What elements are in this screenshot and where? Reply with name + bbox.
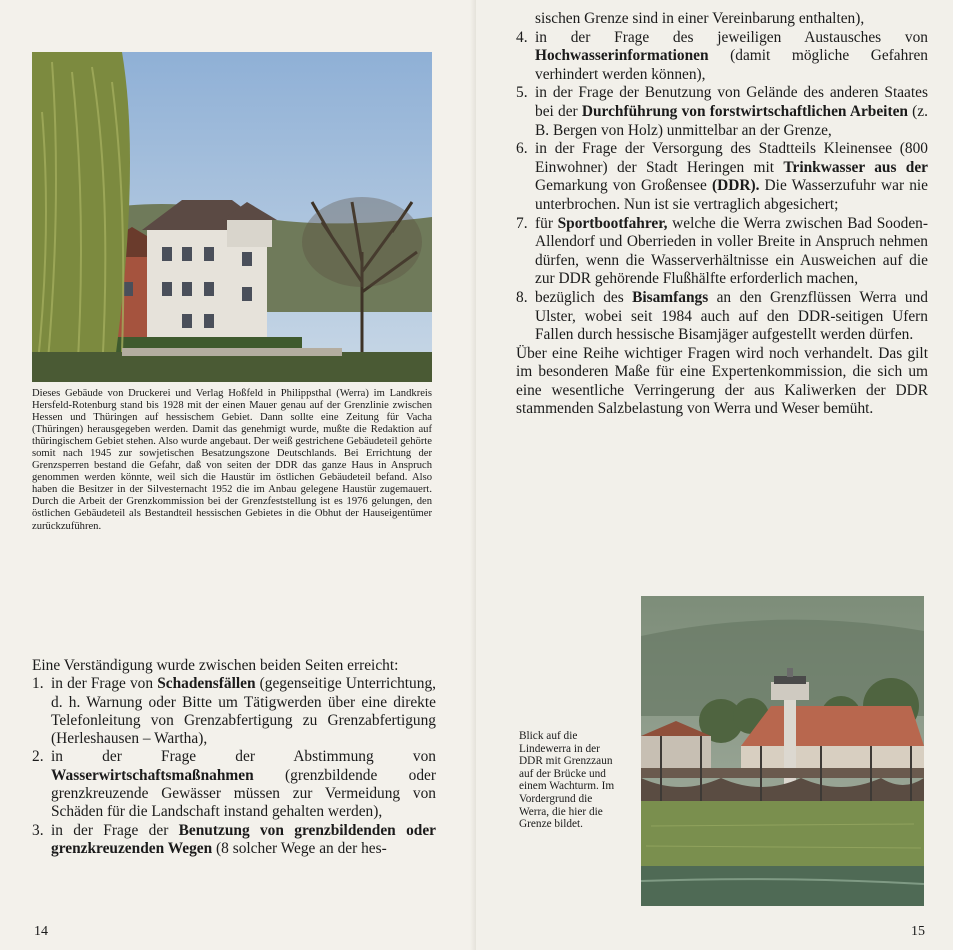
list-item: 4. in der Frage des jeweiligen Austausches von Hochwasserinformationen (damit mögliche Gefahren verhindert werden können), — [516, 28, 928, 83]
list-item: 7. für Sportbootfahrer, welche die Werra zwischen Bad Sooden-Allendorf und Oberrieden in voller Breite in Anspruch nehmen dürfen, wenn die Wasserverhältnisse ein Ausweichen auf die zur DDR gehörende Flußhälfte erforderlich machen, — [516, 214, 929, 288]
border-photo — [641, 596, 924, 906]
right-page — [476, 0, 953, 950]
list-item: 5. in der Frage der Benutzung von Gelände des anderen Staates bei der Durchführung von forstwirtschaftlichen Arbeiten (z. B. Bergen von Holz) unmittelbar an der Grenze, — [516, 84, 928, 139]
house-photo — [32, 52, 432, 382]
continued-item-text: sischen Grenze sind in einer Vereinbarung enthalten), — [535, 10, 865, 27]
border-photo-caption: Blick auf die Lindewerra in der DDR mit Grenzzaun auf der Brücke und einem Wachturm. Im Vordergrund die Werra, die hier die Grenze bildet. — [519, 730, 615, 831]
list-item: 2. in der Frage der Abstimmung von Wasserwirtschaftsmaßnahmen (grenzbildende oder grenzkreuzende Gewässer müssen zur Vermeidung von Schäden für die Landschaft instand gehalten werden), — [32, 748, 436, 821]
left-body-text — [32, 657, 436, 858]
list-item: 8. bezüglich des Bisamfangs an den Grenzflüssen Werra und Ulster, wobei seit 1984 auch auf den DDR-seitigen Ufern Fallen durch hessische Bisamjäger aufgestellt werden dürfen. — [516, 288, 928, 344]
intro-paragraph: Eine Verständigung wurde zwischen beiden Seiten erreicht: — [32, 657, 399, 674]
house-photo-caption: Dieses Gebäude von Druckerei und Verlag Hoßfeld in Philippsthal (Werra) im Landkreis Hersfeld-Rotenburg stand bis 1928 mit der einen Mauer genau auf der Grenzlinie zwischen Hessen und Thüringen auf hessischem Gebiet. Dann sollte eine Zeitung für Vacha (Thüringen) herausgegeben werden. Damit das genehmigt wurde, mußte die Redaktion auf thüringischem Gebiet stehen. Also wurde angebaut. Der weiß gestrichene Gebäudeteil gehörte somit nach 1945 zur sowjetischen Besatzungszone Deutschlands. Bei Errichtung der Grenzsperren bestand die Gefahr, daß von seiten der DDR das ganze Haus in Anspruch genommen werden könnte, weil sich die Haustür im östlichen Gebäudeteil befand. Also haben die Besitzer in der Silvesternacht 1952 die im Anbau gelegene Haustür zugemauert. Durch die Arbeit der Grenzkommission bei der Grenzfeststellung ist es 1976 gelungen, den östlichen Gebäudeteil als Bestandteil hessischen Gebietes in die Obhut der Hauseigentümer zurückzuführen. — [32, 388, 432, 532]
list-item: 3. in der Frage der Benutzung von grenzbildenden oder grenzkreuzenden Wegen (8 solcher Wege an der hes- — [32, 821, 436, 857]
left-page — [0, 0, 476, 950]
page-number-right: 15 — [911, 924, 925, 939]
closing-paragraph: Über eine Reihe wichtiger Fragen wird noch verhandelt. Das gilt im besonderen Maße für eine Expertenkommission, die sich um eine wesentliche Verringerung der aus Kaliwerken der DDR stammenden Salzbelastung von Werra und Weser bemüht. — [516, 344, 928, 418]
page-number-left: 14 — [34, 924, 48, 939]
list-item: 1. in der Frage von Schadensfällen (gegenseitige Unterrichtung, d. h. Warnung oder Bitte um Tätigwerden über eine direkte Telefonleitung von Grenzabfertigung zu Grenzabfertigung (Herleshausen – Wartha), — [32, 675, 436, 748]
list-item: 6. in der Frage der Versorgung des Stadtteils Kleinensee (800 Einwohner) der Stadt Heringen mit Trinkwasser aus der Gemarkung von Großensee (DDR). Die Wasserzufuhr war nie unterbrochen. Nun ist sie vertraglich abgesichert; — [516, 140, 929, 213]
agreement-list-right — [516, 29, 928, 345]
right-body-text — [516, 10, 928, 419]
agreement-list-left — [32, 675, 436, 858]
